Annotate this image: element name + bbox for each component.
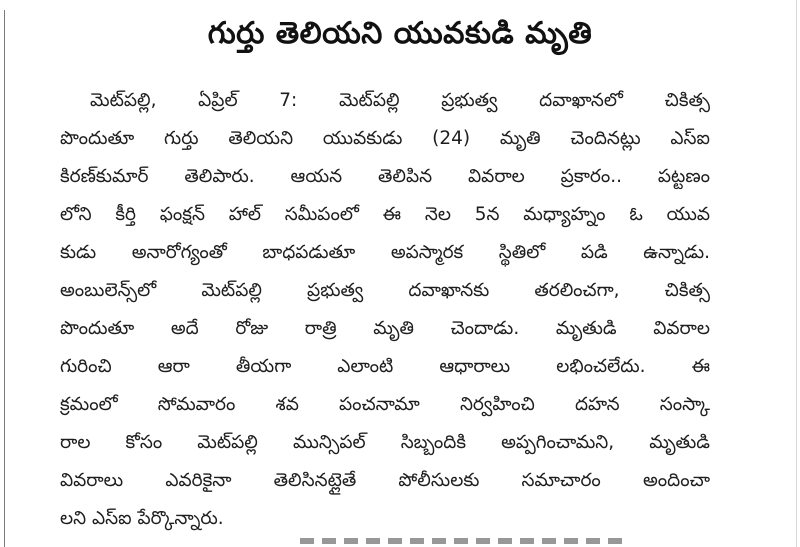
column-rule-right bbox=[796, 0, 797, 547]
article-line: వివరాలు ఎవరికైనా తెలిసినట్లైతే పోలీసులకు సమాచారం అందించా bbox=[60, 470, 710, 491]
article-line: మెట్‌పల్లి, ఏప్రిల్‌ 7: మెట్‌పల్లి ప్రభుత్వ దవాఖానలో చికిత్స bbox=[90, 90, 710, 111]
article-line: కిరణ్‌కుమార్‌ తెలిపారు. ఆయన తెలిపిన వివరాల ప్రకారం.. పట్టణం bbox=[60, 166, 710, 187]
article-line: గురించి ఆరా తీయగా ఎలాంటి ఆధారాలు లభించలేదు. ఈ bbox=[60, 356, 710, 377]
article-headline: గుర్తు తెలియని యువకుడి మృతి bbox=[207, 16, 593, 51]
article-line: క్రమంలో సోమవారం శవ పంచనామా నిర్వహించి దహన సంస్కా bbox=[60, 394, 710, 415]
article-body bbox=[60, 82, 710, 538]
article-line: లని ఎస్‌ఐ పేర్కొన్నారు. bbox=[60, 508, 224, 529]
next-article-fragment bbox=[300, 538, 630, 544]
article-line: అంబులెన్స్‌లో మెట్‌పల్లి ప్రభుత్వ దవాఖానకు తరలించగా, చికిత్స bbox=[60, 280, 710, 301]
article-line: పొందుతూ గుర్తు తెలియని యువకుడు (24) మృతి చెందినట్లు ఎస్‌ఐ bbox=[60, 128, 710, 149]
column-rule-left bbox=[4, 10, 5, 547]
article-line: పొందుతూ అదే రోజు రాత్రి మృతి చెందాడు. మృతుడి వివరాల bbox=[60, 318, 710, 339]
article-line: కుడు అనారోగ్యంతో బాధపడుతూ అపస్మారక స్థితిలో పడి ఉన్నాడు. bbox=[60, 242, 710, 263]
article-line: లోని కీర్తి ఫంక్షన్‌ హాల్‌ సమీపంలో ఈ నెల 5న మధ్యాహ్నం ఓ యువ bbox=[60, 204, 710, 225]
article-line: రాల కోసం మెట్‌పల్లి మున్సిపల్‌ సిబ్బందికి అప్పగించామని, మృతుడి bbox=[60, 432, 710, 453]
